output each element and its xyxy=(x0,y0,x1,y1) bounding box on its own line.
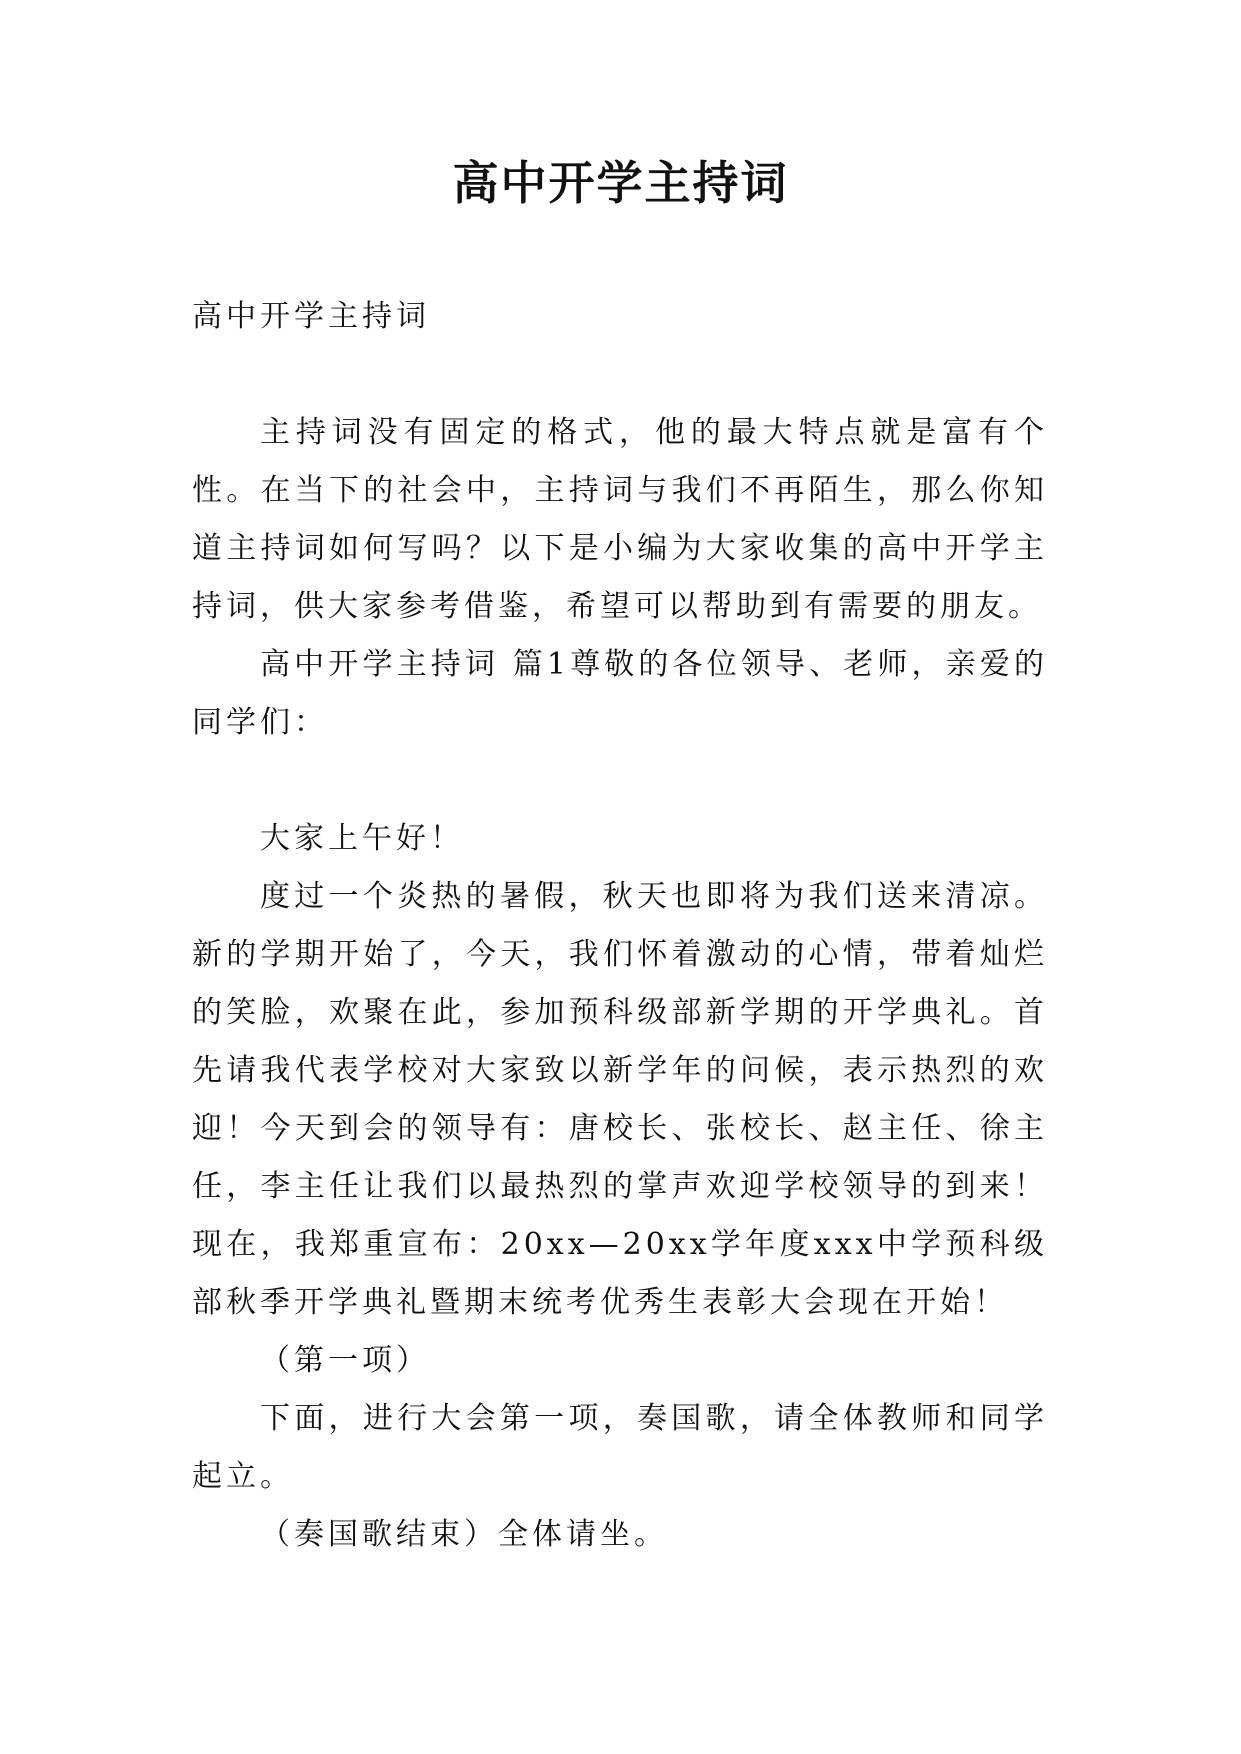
greeting-paragraph: 大家上午好！ xyxy=(260,821,464,856)
sit-down-paragraph: （奏国歌结束）全体请坐。 xyxy=(260,1517,668,1552)
section-heading-paragraph: 高中开学主持词 篇1尊敬的各位领导、老师，亲爱的同学们： xyxy=(192,647,1048,740)
anthem-paragraph: 下面，进行大会第一项，奏国歌，请全体教师和同学起立。 xyxy=(192,1401,1048,1494)
item-label-paragraph: （第一项） xyxy=(260,1343,430,1378)
document-body xyxy=(192,288,1048,1564)
intro-paragraph: 主持词没有固定的格式，他的最大特点就是富有个性。在当下的社会中，主持词与我们不再陌生，那么你知道主持词如何写吗？以下是小编为大家收集的高中开学主持词，供大家参考借鉴，希望可以帮助到有需要的朋友。 xyxy=(192,415,1048,624)
document-title: 高中开学主持词 xyxy=(452,156,789,210)
subtitle-paragraph: 高中开学主持词 xyxy=(192,299,430,334)
opening-paragraph: 度过一个炎热的暑假，秋天也即将为我们送来清凉。新的学期开始了，今天，我们怀着激动的心情，带着灿烂的笑脸，欢聚在此，参加预科级部新学期的开学典礼。首先请我代表学校对大家致以新学年的问候，表示热烈的欢迎！今天到会的领导有：唐校长、张校长、赵主任、徐主任，李主任让我们以最热烈的掌声欢迎学校领导的到来！现在，我郑重宣布：20xx—20xx学年度xxx中学预科级部秋季开学典礼暨期末统考优秀生表彰大会现在开始！ xyxy=(192,879,1048,1320)
